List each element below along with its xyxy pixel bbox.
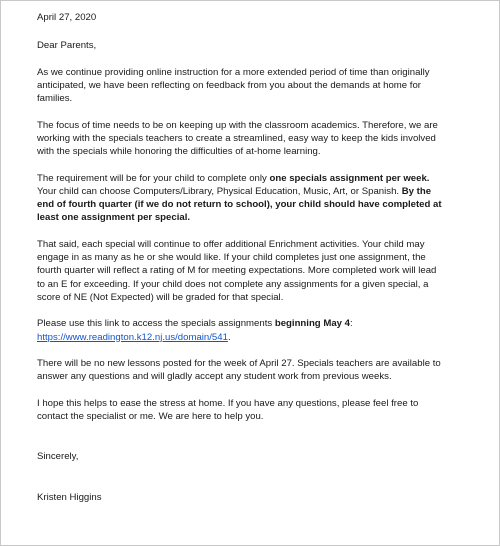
- paragraph-line: That said, each special will continue to offer additional Enrichment activities. Your child may: [37, 239, 425, 250]
- paragraph-line: [37, 172, 497, 185]
- bold-text: one specials assignment per week.: [269, 172, 430, 184]
- paragraph-line: answer any questions and will gladly accept any student work from previous weeks.: [37, 371, 392, 383]
- paragraph-online-instruction: [37, 66, 497, 106]
- paragraph-line: score of NE (Not Expected) will be graded for that special.: [37, 291, 284, 303]
- paragraph-enrichment: [37, 238, 497, 304]
- salutation: Dear Parents,: [37, 40, 97, 52]
- paragraph-line: to an E for exceeding. If your child does not complete any assignments for a given special, a: [37, 278, 429, 290]
- paragraph-requirement: [37, 172, 497, 225]
- paragraph-line: fourth quarter will reflect a rating of M for meeting expectations. More completed work will lead: [37, 265, 437, 277]
- paragraph-line: [37, 185, 497, 198]
- paragraph-focus-of-time: [37, 119, 497, 159]
- closing: Sincerely,: [37, 451, 79, 463]
- paragraph-line: [37, 317, 497, 330]
- letter: [37, 11, 497, 504]
- text-run: Your child can choose Computers/Library, Physical Education, Music, Art, or Spanish.: [37, 186, 402, 197]
- paragraph-line: anticipated, we have been reflecting on feedback from you about the demands at home for: [37, 80, 421, 91]
- signature: Kristen Higgins: [37, 491, 102, 503]
- paragraph-line: [37, 198, 497, 211]
- paragraph-no-new-lessons: [37, 357, 497, 383]
- paragraph-line: contact the specialist or me. We are here to help you.: [37, 411, 264, 423]
- paragraph-line: [37, 211, 497, 224]
- bold-text: By the: [401, 186, 432, 197]
- text-run: :: [350, 318, 353, 330]
- paragraph-link: [37, 317, 497, 343]
- paragraph-line: [37, 331, 497, 344]
- letter-date: April 27, 2020: [37, 12, 97, 23]
- paragraph-line: engage in as many as he or she would like. If your child completes just one assignment, the: [37, 252, 426, 264]
- paragraph-line: families.: [37, 93, 73, 105]
- text-run: .: [227, 331, 231, 343]
- paragraph-line: with the specials while honoring the difficulties of at-home learning.: [37, 146, 321, 158]
- paragraph-line: As we continue providing online instruction for a more extended period of time than originally: [37, 66, 430, 78]
- bold-text: end of fourth quarter (if we do not return to school), your child should have completed at: [37, 199, 442, 211]
- paragraph-line: I hope this helps to ease the stress at home. If you have any questions, please feel free to: [37, 398, 419, 409]
- paragraph-line: working with the specials teachers to create a streamlined, easy way to keep the kids involved: [37, 133, 436, 144]
- text-run: The requirement will be for your child to complete only: [37, 172, 270, 184]
- text-run: Please use this link to access the specials assignments: [37, 318, 275, 330]
- paragraph-line: There will be no new lessons posted for the week of April 27. Specials teachers are available to: [37, 358, 441, 370]
- specials-assignments-link[interactable]: https://www.readington.k12.nj.us/domain/541: [37, 331, 228, 343]
- paragraph-closing-note: [37, 397, 497, 423]
- bold-text: least one assignment per special.: [37, 212, 191, 224]
- paragraph-line: The focus of time needs to be on keeping up with the classroom academics. Therefore, we are: [37, 119, 438, 131]
- bold-text: beginning May 4: [274, 318, 351, 330]
